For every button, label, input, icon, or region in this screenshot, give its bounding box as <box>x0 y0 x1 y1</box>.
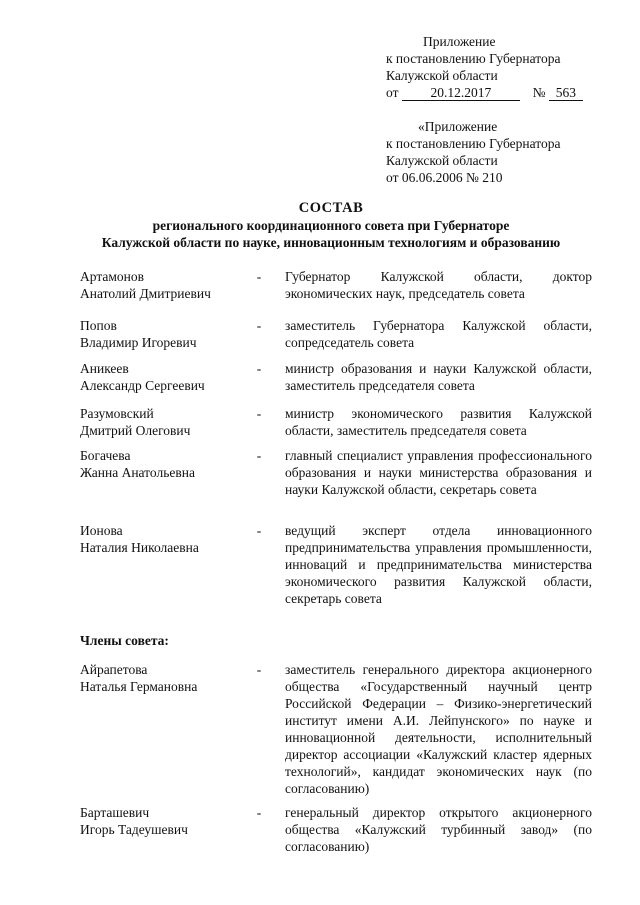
member-given-name: Владимир Игоревич <box>80 335 197 350</box>
member-surname: Ионова <box>80 523 123 538</box>
member-given-name: Наталия Николаевна <box>80 540 199 555</box>
members-section-title: Члены совета: <box>80 633 169 648</box>
member-name <box>80 804 250 838</box>
title-main: СОСТАВ <box>298 200 364 216</box>
member-surname: Разумовский <box>80 406 154 421</box>
previous-appendix-header <box>386 118 616 186</box>
member-name <box>80 522 250 556</box>
member-name <box>80 405 250 439</box>
appendix-region-line: Калужской области <box>386 68 498 83</box>
appendix-decree-line: к постановлению Губернатора <box>386 51 561 66</box>
document-title <box>60 200 602 251</box>
previous-appendix-decree-line: к постановлению Губернатора <box>386 136 561 151</box>
appendix-date-number-line <box>386 84 616 101</box>
member-name <box>80 661 250 695</box>
member-role: министр образования и науки Калужской области, заместитель председателя совета <box>285 361 592 393</box>
member-given-name: Дмитрий Олегович <box>80 423 191 438</box>
number-label: № <box>532 85 546 100</box>
member-given-name: Наталья Германовна <box>80 679 198 694</box>
dash-separator: - <box>256 448 262 463</box>
title-line-2: регионального координационного совета при Губернаторе <box>152 218 510 233</box>
member-role: министр экономического развития Калужской области, заместитель председателя совета <box>285 406 592 438</box>
member-name <box>80 360 250 394</box>
member-surname: Аникеев <box>80 361 129 376</box>
appendix-header <box>386 33 616 101</box>
decree-number: 563 <box>549 85 583 101</box>
from-label: от <box>386 85 399 100</box>
dash-separator: - <box>256 269 262 284</box>
previous-appendix-label: «Приложение <box>418 119 498 134</box>
title-line-3: Калужской области по науке, инновационным технологиям и образованию <box>101 235 561 250</box>
member-role: Губернатор Калужской области, доктор экономических наук, председатель совета <box>285 269 592 301</box>
member-role: генеральный директор открытого акционерного общества «Калужский турбинный завод» (по согласованию) <box>285 805 592 854</box>
member-given-name: Жанна Анатольевна <box>80 465 195 480</box>
decree-date: 20.12.2017 <box>402 85 520 101</box>
dash-separator: - <box>256 318 262 333</box>
member-given-name: Игорь Тадеушевич <box>80 822 188 837</box>
member-surname: Попов <box>80 318 117 333</box>
appendix-label: Приложение <box>423 34 496 49</box>
member-role: главный специалист управления профессионального образования и науки министерства образования и науки Калужской области, секретарь совета <box>285 448 592 497</box>
member-name <box>80 317 250 351</box>
dash-separator: - <box>256 662 262 677</box>
previous-appendix-date-line: от 06.06.2006 № 210 <box>386 170 503 185</box>
previous-appendix-region-line: Калужской области <box>386 153 498 168</box>
dash-separator: - <box>256 361 262 376</box>
member-surname: Богачева <box>80 448 131 463</box>
member-given-name: Анатолий Дмитриевич <box>80 286 211 301</box>
member-given-name: Александр Сергеевич <box>80 378 205 393</box>
dash-separator: - <box>256 406 262 421</box>
dash-separator: - <box>256 805 262 820</box>
member-role: ведущий эксперт отдела инновационного предпринимательства управления промышленности, инноваций и предпринимательства министерства экономического развития Калужской области, секретарь совета <box>285 523 592 606</box>
member-name <box>80 268 250 302</box>
dash-separator: - <box>256 523 262 538</box>
member-name <box>80 447 250 481</box>
member-surname: Айрапетова <box>80 662 148 677</box>
member-role: заместитель генерального директора акционерного общества «Государственный научный центр Российской Федерации – Физико-энергетический институт имени А.И. Лейпунского» по науке и инновационной деятельности, исполнительный директор ассоциации «Калужский кластер ядерных технологий», кандидат экономических наук (по согласованию) <box>285 662 592 796</box>
member-role: заместитель Губернатора Калужской области, сопредседатель совета <box>285 318 592 350</box>
member-surname: Барташевич <box>80 805 150 820</box>
member-surname: Артамонов <box>80 269 145 284</box>
